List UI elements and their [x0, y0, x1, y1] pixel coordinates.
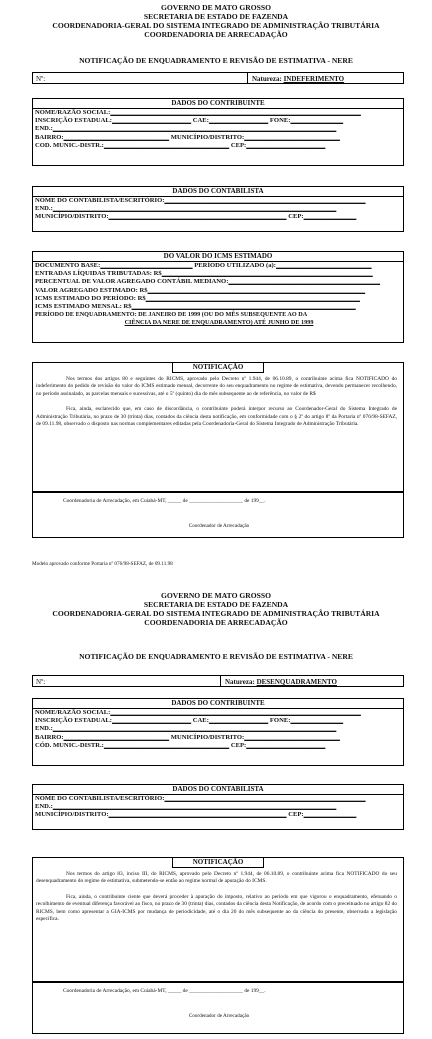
cod-field[interactable]: COD. MUNIC.-DISTR.:______________________________________ CEP:________________________	[35, 141, 326, 149]
end-field[interactable]: END.:______________________________________________________________________________________	[35, 125, 337, 133]
enquad-line1: PERÍODO DE ENQUADRAMENTO: DE JANEIRO DE 1999 (OU DO MÊS SUBSEQUENTE AO DA	[35, 311, 308, 319]
signature-label: Coordenador de Arrecadação	[188, 1013, 250, 1019]
form1-contribuinte-box	[32, 98, 404, 166]
contabilista-head: DADOS DO CONTABILISTA	[33, 785, 403, 795]
enquad-line2: CIÊNCIA DA NERE DE ENQUADRAMENTO) ATÉ JUNHO DE 1999	[124, 319, 314, 327]
form2-contribuinte-box	[32, 698, 404, 766]
form2-contabilista-box	[32, 784, 404, 830]
form1-title: NOTIFICAÇÃO DE ENQUADRAMENTO E REVISÃO DE ESTIMATIVA - NERE	[79, 56, 353, 65]
header-line1: GOVERNO DE MATO GROSSO	[160, 3, 272, 12]
bairro-field[interactable]: BAIRRO:________________________________ MUNICÍPIO/DISTRITO:_____________________________	[35, 733, 340, 741]
cod-field[interactable]: CÓD. MUNIC.-DISTR.:______________________________________ CEP:________________________	[35, 741, 326, 749]
ie-field[interactable]: INSCRIÇÃO ESTADUAL:________________________ CAE:__________________ FONE:________________	[35, 717, 344, 725]
icms-head: DO VALOR DO ICMS ESTIMADO	[33, 252, 403, 262]
notificacao-p2: Fica, ainda, o contribuinte ciente que deverá proceder à apuração do imposto, relativo ao período em que vigorou o enquadramento, efetuando o recolhimento de eventual diferença favorável ao fisco, no prazo de 30 (trinta) dias, contados da ciência desta Notificação, de acordo com o preceituado no artigo 82 do RICMS, bem como apresentar a GIA-ICMS por mudança de periodicidade, até o dia 20 do mês subsequente ao da ciência do presente, observada a legislação específica.	[36, 893, 397, 923]
form2-number-bar	[32, 675, 404, 687]
notificacao-p2: Fica, ainda, esclarecido que, em caso de discordância, o contribuinte poderá interpor recurso ao Coordenador-Geral do Sistema Integrado de Administração Tributária, no prazo de 30 (trinta) dias, contados da ciência desta notificação, em conformidade com o § 2º do artigo 8º da Portaria nº 076/98-SEFAZ, de 09.11.98, observado o disposto nas normas complementares editadas pela Coordenadoria-Geral do Sistema Integrado de Administração Tributária.	[36, 406, 397, 428]
header-line4: COORDENADORIA DE ARRECADAÇÃO	[144, 30, 288, 39]
form1-icms-box	[32, 251, 404, 343]
ie-field[interactable]: INSCRIÇÃO ESTADUAL:________________________ CAE:__________________ FONE:________________	[35, 117, 344, 125]
header-line1: GOVERNO DE MATO GROSSO	[160, 591, 272, 600]
icms-mensal-field[interactable]: ICMS ESTIMADO MENSAL: R$____________________________________________________________________	[35, 303, 356, 311]
form2-notificacao-box	[32, 857, 404, 982]
doc-field[interactable]: DOCUMENTO BASE:____________________________ PERÍODO UTILIZADO (a):_____________________________	[35, 262, 372, 269]
nature-label: Natureza: INDEFERIMENTO	[252, 75, 345, 83]
header-line3: COORDENADORIA-GERAL DO SISTEMA INTEGRADO DE ADMINISTRAÇÃO TRIBUTÁRIA	[52, 609, 380, 618]
form2-header	[0, 591, 432, 627]
date-line: Coordenadoria de Arrecadação, em Cuiabá-MT, _____ de ____________________ de 199__.	[63, 988, 266, 994]
percentual-field[interactable]: PERCENTUAL DE VALOR AGREGADO CONTÁBIL MEDIANO:______________________________________________	[35, 278, 381, 286]
form2-sign-box	[32, 982, 404, 1034]
nature-value: INDEFERIMENTO	[283, 75, 345, 83]
nature-value: DESENQUADRAMENTO	[256, 678, 337, 686]
contabilista-nome-field[interactable]: NOME DO CONTABILISTA/ESCRITÓRIO:_____________________________________________________________	[35, 795, 366, 802]
header-line3: COORDENADORIA-GERAL DO SISTEMA INTEGRADO DE ADMINISTRAÇÃO TRIBUTÁRIA	[52, 21, 380, 30]
icms-periodo-field[interactable]: ICMS ESTIMADO DO PERÍODO: R$_________________________________________________________________	[35, 294, 360, 302]
header-line2: SECRETARIA DE ESTADO DE FAZENDA	[143, 12, 289, 21]
contribuinte-head: DADOS DO CONTRIBUINTE	[33, 699, 403, 709]
notificacao-p1: Nos termos do artigo 83, inciso III, do RICMS, aprovado pelo Decreto nº 1.944, de 06.10.89, o contribuinte acima fica NOTIFICADO do seu desenquadramento do regime de estimativa, submetendo-se então ao regime normal de apuração do ICMS.	[36, 871, 397, 885]
entradas-field[interactable]: ENTRADAS LÍQUIDAS TRIBUTADAS: R$________________________________________________________________	[35, 270, 373, 278]
contabilista-municipio-field[interactable]: MUNICÍPIO/DISTRITO:______________________________________________________ CEP:________________	[35, 811, 357, 819]
contabilista-end-field[interactable]: END.:______________________________________________________________________________________	[35, 205, 337, 213]
form1-notificacao-box	[32, 362, 404, 492]
footnote: Modelo aprovado conforme Portaria nº 076/98-SEFAZ, de 09.11.98	[32, 561, 173, 567]
notificacao-p1: Nos termos dos artigos 80 e seguintes do RICMS, aprovado pelo Decreto nº 1.944, de 06.10.89, o contribuinte acima fica NOTIFICADO do indeferimento do pedido de revisão do valor do ICMS estimado mensal, decorrente do seu enquadramento no regime de estimativa, devendo permanecer recolhendo, no período assinalado, as parcelas mensais e sucessivas, até o 5º (quinto) dia do mês subsequente ao de referência, no valor de R$	[36, 376, 397, 397]
notificacao-head: NOTIFICAÇÃO	[172, 858, 264, 868]
form1-contabilista-box	[32, 186, 404, 232]
signature-label: Coordenador de Arrecadação	[188, 523, 250, 529]
contabilista-nome-field[interactable]: NOME DO CONTABILISTA/ESCRITÓRIO:_____________________________________________________________	[35, 197, 366, 204]
contribuinte-head: DADOS DO CONTRIBUINTE	[33, 99, 403, 109]
form1-header	[0, 3, 432, 39]
form1-number-bar	[32, 72, 404, 84]
date-line: Coordenadoria de Arrecadação, em Cuiabá-MT, _____ de ____________________ de 199__.	[63, 498, 266, 504]
header-line2: SECRETARIA DE ESTADO DE FAZENDA	[143, 600, 289, 609]
end-field[interactable]: END.:______________________________________________________________________________________	[35, 725, 337, 733]
form2-title: NOTIFICAÇÃO DE ENQUADRAMENTO E REVISÃO DE ESTIMATIVA - NERE	[79, 652, 353, 661]
header-line4: COORDENADORIA DE ARRECADAÇÃO	[144, 618, 288, 627]
number-label: Nº:	[36, 678, 46, 686]
form1-sign-box	[32, 492, 404, 538]
contabilista-head: DADOS DO CONTABILISTA	[33, 187, 403, 197]
contabilista-end-field[interactable]: END.:______________________________________________________________________________________	[35, 803, 337, 811]
notificacao-head: NOTIFICAÇÃO	[172, 363, 264, 373]
razao-field[interactable]: NOME/RAZÃO SOCIAL:____________________________________________________________________________	[35, 109, 361, 116]
nature-label: Natureza: DESENQUADRAMENTO	[225, 678, 337, 686]
number-label: Nº:	[36, 75, 46, 83]
valor-field[interactable]: VALOR AGREGADO ESTIMADO: R$__________________________________________________________________	[35, 286, 366, 294]
contabilista-municipio-field[interactable]: MUNICÍPIO/DISTRITO:______________________________________________________ CEP:________________	[35, 213, 357, 221]
bairro-field[interactable]: BAIRRO:________________________________ MUNICÍPIO/DISTRITO:_____________________________	[35, 133, 340, 141]
razao-field[interactable]: NOME/RAZÃO SOCIAL:____________________________________________________________________________	[35, 709, 361, 716]
